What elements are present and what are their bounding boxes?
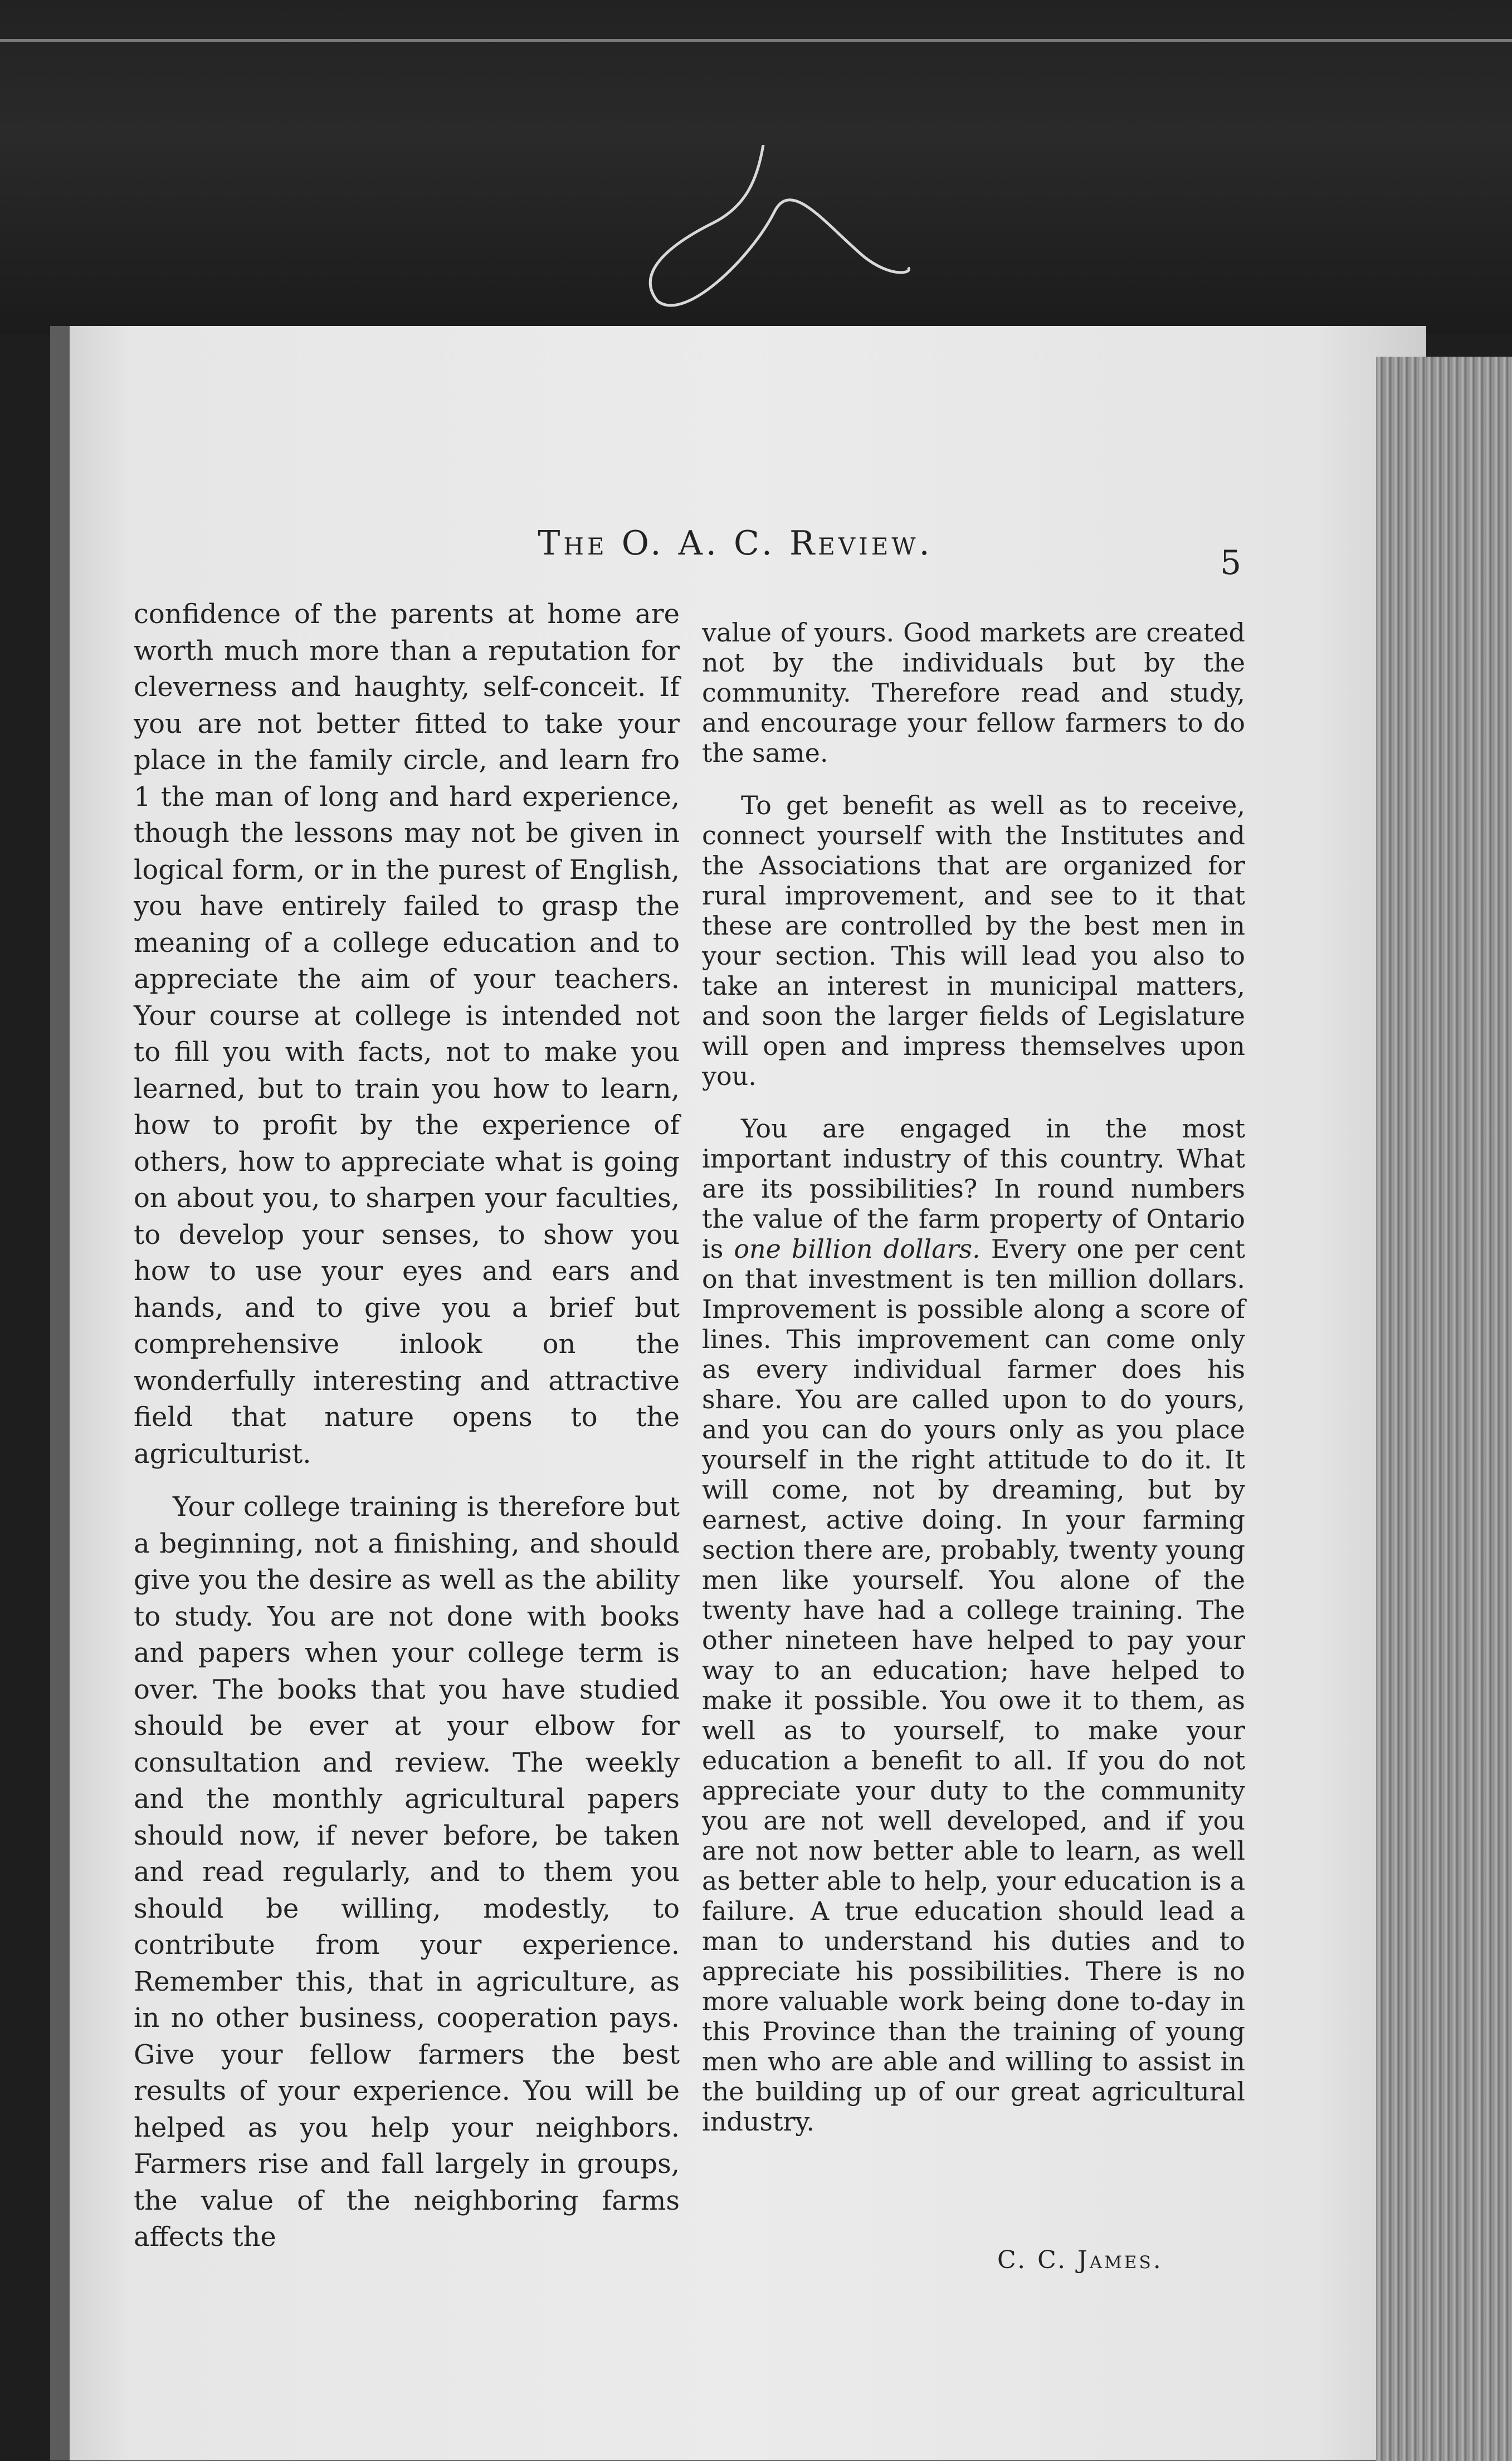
paragraph-text-continued: Every one per cent on that investment is ten million dollars. Improvement is possible along a score of lines. This improvement can come only as every individual farmer does his share. You are called upon to do yours, and you can do yours only as you place yourself in the right attitude to do it. It will come, not by dreaming, but by earnest, active doing. In your farming section there are, probably, twenty young men like yourself. You alone of the twenty have had a college training. The other nineteen have helped to pay your way to an education; have helped to make it possible. You owe it to them, as well as to yourself, to make your education a benefit to all. If you do not appreciate your duty to the community you are not well developed, and if you are not now better able to learn, as well as better able to help, your education is a failure. A true education should lead a man to understand his duties and to appreciate his possibilities. There is no more valuable work being done to-day in this Province than the training of young men who are able and willing to assist in the building up of our great agricultural industry. [702, 1234, 1245, 2137]
stray-fiber-mark [624, 145, 914, 312]
paragraph-text: You are engaged in the most important industry of this country. What are its possibilities? In round numbers the value of the farm property of Ontario is [702, 1113, 1245, 1264]
right-paragraph-2: To get benefit as well as to receive, connect yourself with the Institutes and the Associations that are organized for rural improvement, and see to it that these are controlled by the best men in your section. This will lead you also to take an interest in municipal matters, and soon the larger fields of Legislature will open and impress themselves upon you. [702, 790, 1245, 1091]
left-paragraph-2: Your college training is therefore but a beginning, not a finishing, and should give you the desire as well as the ability to study. You are not done with books and papers when your college term is over. The books that you have studied should be ever at your elbow for consultation and review. The weekly and the monthly agricultural papers should now, if never before, be taken and read regularly, and to them you should be willing, modestly, to contribute from your experience. Remember this, that in agriculture, as in no other business, cooperation pays. Give your fellow farmers the best results of your experience. You will be helped as you help your neighbors. Farmers rise and fall largely in groups, the value of the neighboring farms affects the [134, 1491, 680, 2253]
right-paragraph-1: value of yours. Good markets are created not by the individuals but by the community. Therefore read and study, and encourage your fellow farmers to do the same. [702, 617, 1245, 768]
running-head: The O. A. C. Review. [538, 524, 933, 563]
emphasized-figure: one billion dollars. [734, 1234, 981, 1264]
left-column [134, 596, 680, 2273]
page-number: 5 [1220, 543, 1242, 582]
right-paragraph-3 [702, 1113, 1245, 2137]
top-edge-line [0, 39, 1512, 42]
right-column [702, 617, 1245, 2159]
book-fore-edge [1376, 357, 1512, 2461]
page-gutter-shadow [50, 326, 70, 2460]
left-paragraph-1: confidence of the parents at home are worth much more than a reputation for cleverness and haughty, self-conceit. If you are not better fitted to take your place in the family circle, and learn fro 1 the man of long and hard experience, though the lessons may not be given in logical form, or in the purest of English, you have entirely failed to grasp the meaning of a college education and to appreciate the aim of your teachers. Your course at college is intended not to fill you with facts, not to make you learned, but to train you how to learn, how to profit by the experience of others, how to appreciate what is going on about you, to sharpen your faculties, to develop your senses, to show you how to use your eyes and ears and hands, and to give you a brief but comprehensive inlook on the wonderfully interesting and attractive field that nature opens to the agriculturist. [134, 599, 680, 1470]
author-signature: C. C. James. [997, 2246, 1163, 2274]
